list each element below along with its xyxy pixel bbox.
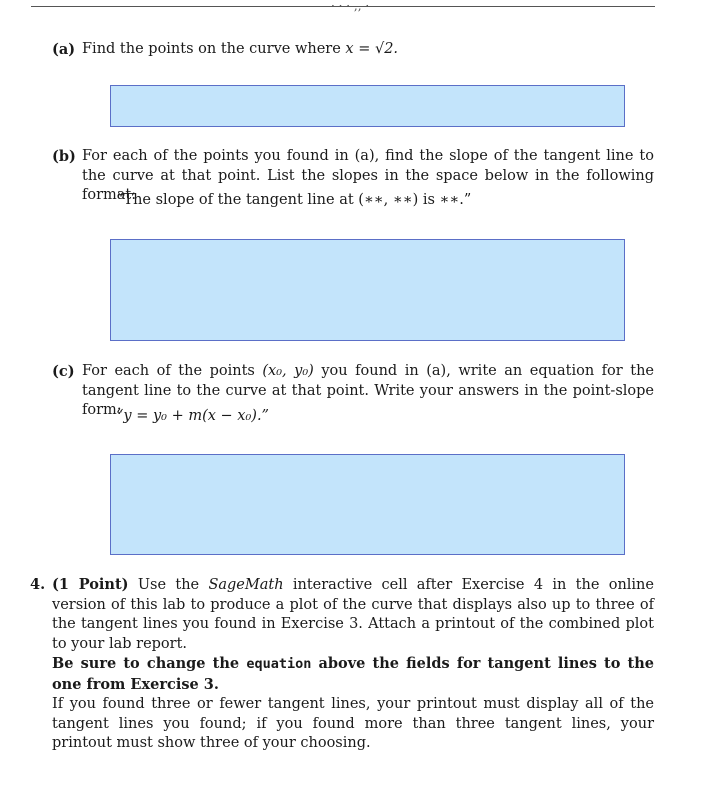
part-b-quote: “The slope of the tangent line at (∗∗, ∗∗) is ∗∗.” xyxy=(116,192,472,208)
exercise-4-bold-mono: equation xyxy=(246,656,312,672)
part-c-quote: “y = y₀ + m(x − x₀).” xyxy=(116,408,269,424)
answer-box-b[interactable] xyxy=(110,239,625,341)
exercise-4-points: (1 Point) xyxy=(52,576,129,593)
exercise-4-number: 4. xyxy=(30,576,46,593)
exercise-4-text2: interactive cell after Exercise 4 in the online version of this lab to produce a plot of the curve that displays also up to three of the tangent lines you found in Exercise 3. Attach a printout of the combined plot to your lab report. xyxy=(52,577,654,652)
answer-box-a[interactable] xyxy=(110,85,625,127)
part-a-label: (a) xyxy=(52,41,76,58)
part-a-math: x = √2. xyxy=(345,41,399,57)
part-b-label: (b) xyxy=(52,148,76,165)
part-b-text: For each of the points you found in (a), find the slope of the tangent line to the curve at that point. List the slopes in the space below in the following format: xyxy=(82,148,654,203)
sagemath-name: SageMath xyxy=(208,577,284,593)
exercise-4-bold1: Be sure to change the xyxy=(52,655,247,672)
part-c-text-before: For each of the points xyxy=(82,363,263,379)
header-fragment: · · · ,, · xyxy=(331,0,370,13)
part-c-point: (x₀, y₀) xyxy=(262,363,314,379)
part-c-text-after: you found in (a), write an equation for the tangent line to the curve at that point. Write your answers in the point-slope form: xyxy=(82,363,654,418)
exercise-4-text1: Use the xyxy=(128,577,209,593)
part-a-prompt: Find the points on the curve where xyxy=(82,41,346,57)
exercise-4-text3: If you found three or fewer tangent lines, your printout must display all of the tangent lines you found; if you found more than three tangent lines, your printout must show three of your choosing. xyxy=(52,696,654,751)
exercise-4-bold2: above the fields for tangent lines to the one from Exercise 3. xyxy=(52,655,654,693)
part-c-label: (c) xyxy=(52,363,75,380)
part-a-text xyxy=(82,40,654,60)
answer-box-c[interactable] xyxy=(110,454,625,555)
top-rule xyxy=(31,0,655,13)
exercise-4 xyxy=(30,575,654,754)
